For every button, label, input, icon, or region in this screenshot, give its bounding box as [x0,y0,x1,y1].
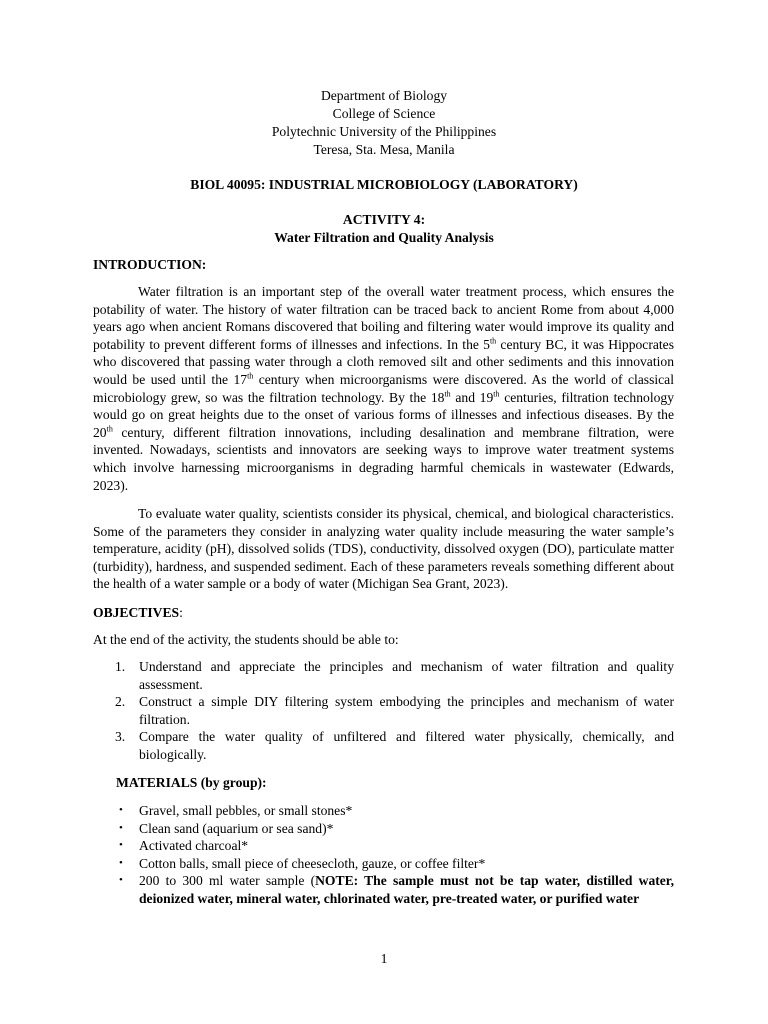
list-item: • Cotton balls, small piece of cheesecloth, gauze, or coffee filter* [119,855,486,871]
department-line: Department of Biology [320,88,448,103]
list-item: 1. Understand and appreciate the principles and mechanism of water filtration and quality assessment. [115,659,674,692]
address-line: Teresa, Sta. Mesa, Manila [313,142,455,157]
activity-number: ACTIVITY 4: [342,212,426,227]
materials-heading: MATERIALS (by group): [116,775,267,790]
bullet-icon: • [119,856,123,869]
bullet-icon: • [119,821,123,834]
sample-note: NOTE: The sample must not be tap water, distilled water, deionized water, mineral water, chlorinated water, pre-treated water, or purified water [139,873,674,906]
bullet-icon: • [119,804,123,816]
materials-list [93,802,674,908]
list-item: • Clean sand (aquarium or sea sand)* [119,820,334,836]
activity-heading [0,211,768,247]
list-item: 3. Compare the water quality of unfiltered and filtered water physically, chemically, and biologically. [115,729,674,762]
objectives-heading: OBJECTIVES: [93,605,183,620]
list-item: 2. Construct a simple DIY filtering system embodying the principles and mechanism of water filtration. [115,694,674,727]
list-item: • Gravel, small pebbles, or small stones* [119,803,353,818]
document-header [0,87,768,159]
bullet-icon: • [119,874,123,887]
university-line: Polytechnic University of the Philippines [271,124,497,139]
list-item: • Activated charcoal* [119,838,249,854]
page-number: 1 [380,951,388,966]
bullet-icon: • [119,839,123,852]
introduction-heading: INTRODUCTION: [93,257,207,272]
introduction-paragraph-2: To evaluate water quality, scientists consider its physical, chemical, and biological characteristics. Some of the parameters they consider in analyzing water quality include measuring the water sample’s temperature, acidity (pH), dissolved solids (TDS), conductivity, dissolved oxygen (DO), particulate matter (turbidity), hardness, and suspended sediment. Each of these parameters reveals something different about the health of a water sample or a body of water (Michigan Sea Grant, 2023). [93,506,674,592]
objectives-lead: At the end of the activity, the students should be able to: [93,632,399,647]
college-line: College of Science [332,106,436,121]
introduction-paragraph-1: Water filtration is an important step of the overall water treatment process, which ensures the potability of water. The history of water filtration can be traced back to ancient Rome from about 4,000 years ago when ancient Romans discovered that boiling and filtering water would improve its quality and potability to prevent different forms of illnesses and infections. In the 5th century BC, it was Hippocrates who discovered that passing water through a cloth removed silt and other sediments and this innovation would be used until the 17th century when microorganisms were discovered. As the world of classical microbiology grew, so was the filtration technology. By the 18th and 19th centuries, filtration technology would go on great heights due to the onset of various forms of illnesses and infectious diseases. By the 20th century, different filtration innovations, including desalination and membrane filtration, were invented. Nowadays, scientists and innovators are seeking ways to improve water treatment systems which involve harnessing microorganisms in degrading harmful chemicals in wastewater (Edwards, 2023). [93,284,674,493]
list-item: • 200 to 300 ml water sample (NOTE: The sample must not be tap water, distilled water, deionized water, mineral water, chlorinated water, pre-treated water, or purified water [119,873,674,906]
activity-title: Water Filtration and Quality Analysis [274,230,494,245]
objectives-list [93,658,674,764]
course-title: BIOL 40095: INDUSTRIAL MICROBIOLOGY (LABORATORY) [190,177,578,192]
